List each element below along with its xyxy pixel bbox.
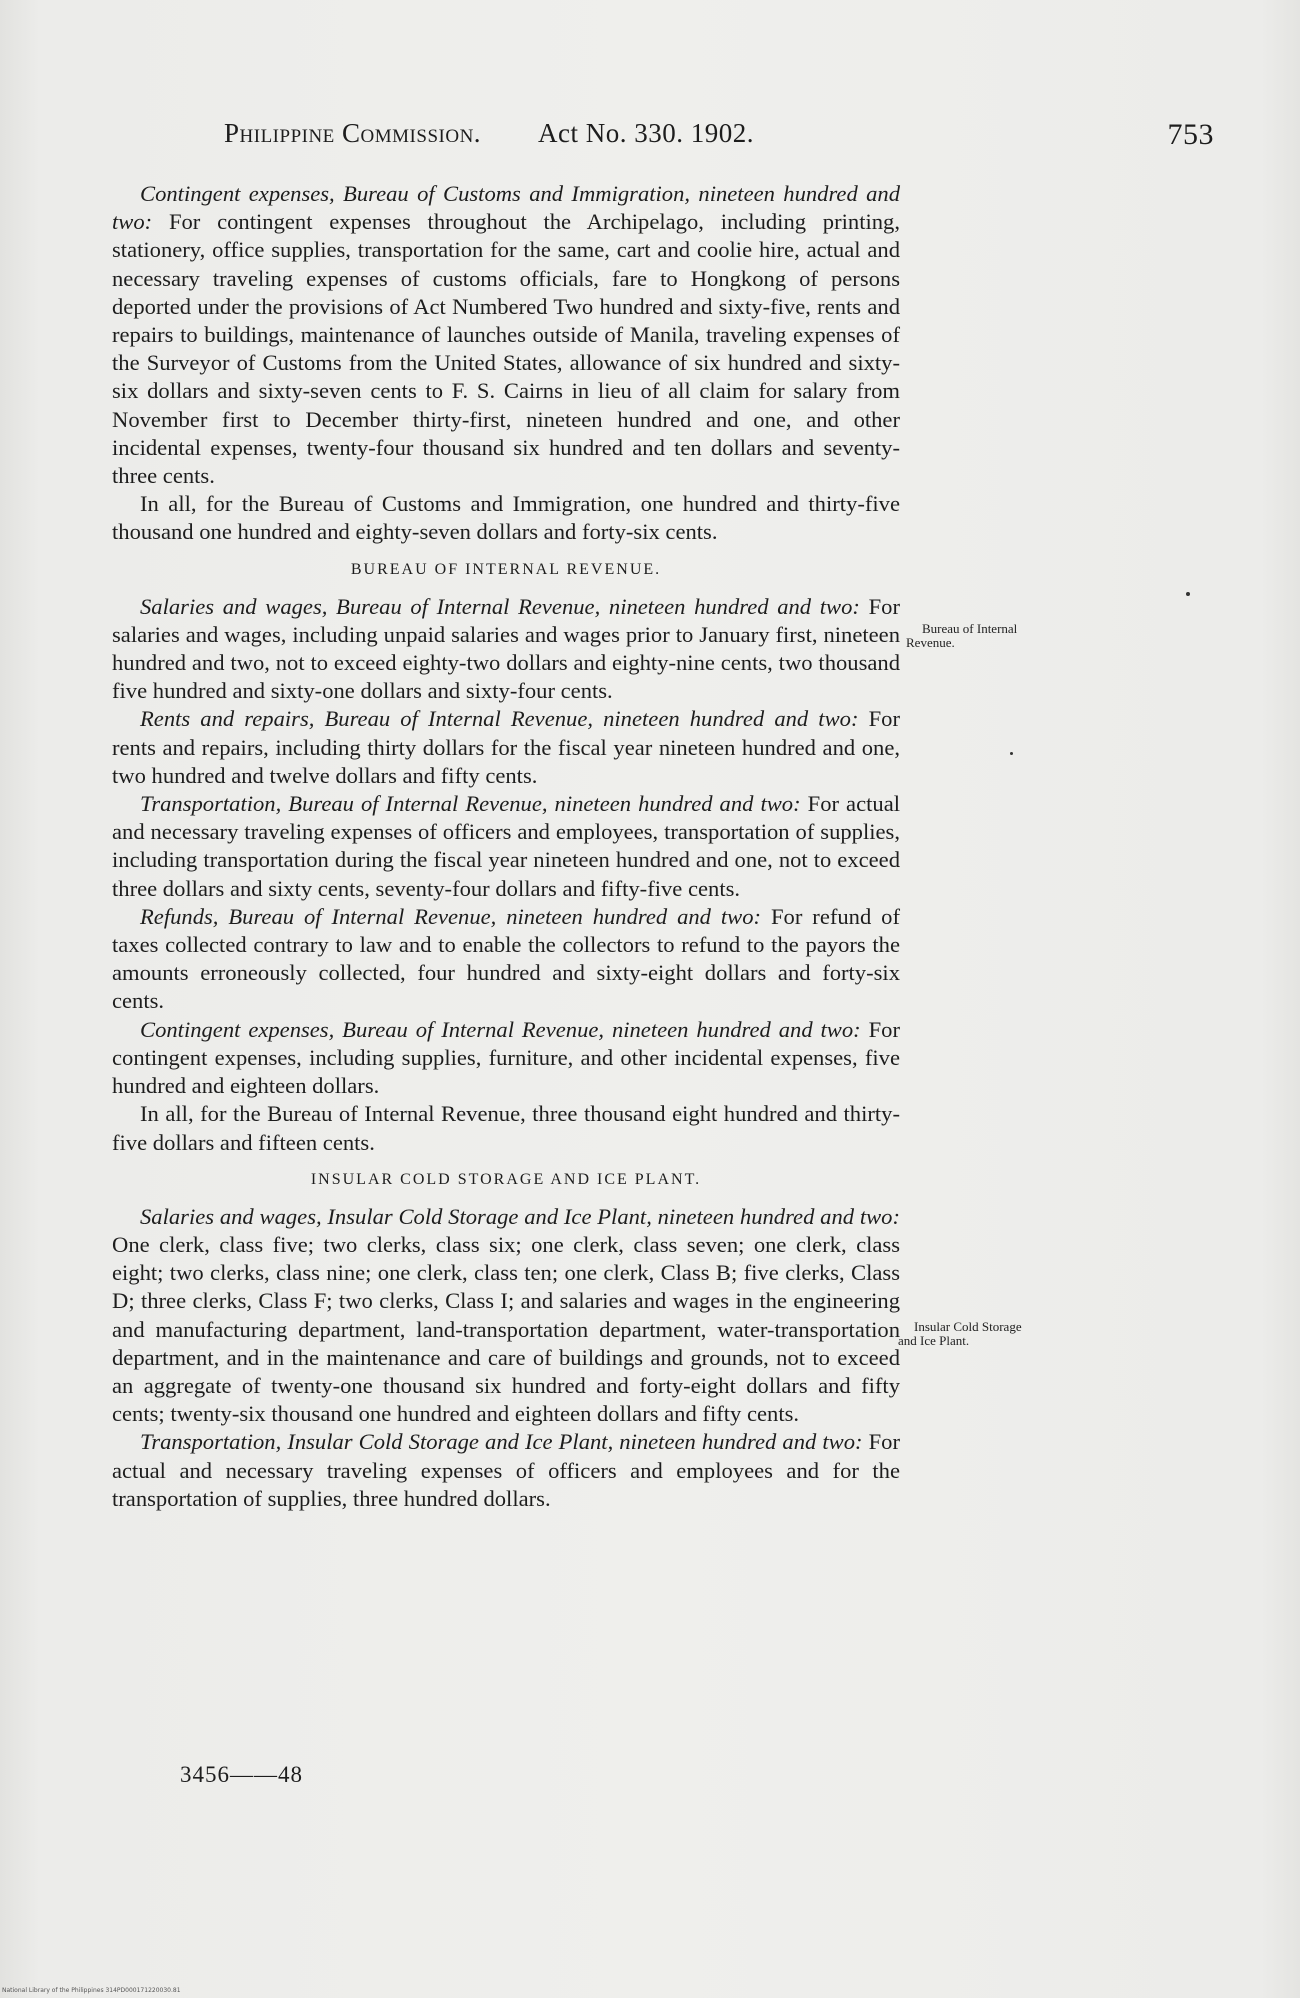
item-title: Contingent expenses, Bureau of Internal Revenue, nineteen hundred and two: [140, 1016, 861, 1042]
item-title: Refunds, Bureau of Internal Revenue, nineteen hundred and two: [140, 903, 762, 929]
sidenote-line: and Ice Plant. [898, 1333, 970, 1348]
paragraph-revenue-refunds [112, 903, 900, 1016]
paragraph-cold-storage-transportation [112, 1428, 900, 1513]
sidenote-line: Revenue. [906, 635, 955, 650]
item-title: Salaries and wages, Insular Cold Storage and Ice Plant, nineteen hundred and two: [140, 1203, 900, 1229]
item-title: Rents and repairs, Bureau of Internal Revenue, nineteen hundred and two: [140, 706, 859, 732]
main-text-column [112, 180, 900, 1513]
running-head: Philippine Commission. [224, 118, 482, 148]
section-heading-cold-storage: INSULAR COLD STORAGE AND ICE PLANT. [310, 1170, 702, 1188]
item-title: Transportation, Bureau of Internal Revenue, nineteen hundred and two: [140, 791, 801, 817]
sidenote-cold-storage [898, 1320, 1078, 1348]
item-text: For refund of taxes collected contrary to law and to enable the collectors to refund to the payors the amounts erroneously collected, four hundred and sixty-eight dollars and forty-six cents. [112, 903, 900, 1014]
print-speck [1010, 752, 1013, 755]
library-footer-mark: National Library of the Philippines 314PD000171220030.81 [2, 1987, 181, 1994]
paragraph-revenue-rents [112, 705, 900, 790]
item-text: For contingent expenses throughout the Archipelago, including printing, stationery, office supplies, transportation for the same, cart and coolie hire, actual and necessary traveling expenses of customs officials, fare to Hongkong of persons deported under the provisions of Act Numbered Two hundred and sixty-five, rents and repairs to buildings, maintenance of launches outside of Manila, traveling expenses of the Surveyor of Customs from the United States, allowance of six hundred and sixty-six dollars and sixty-seven cents to F. S. Cairns in lieu of all claim for salary from November first to December thirty-first, nineteen hundred and one, and other incidental expenses, twenty-four thousand six hundred and ten dollars and seventy-three cents. [112, 209, 900, 489]
paragraph-cold-storage-salaries [112, 1203, 900, 1429]
item-text: For rents and repairs, including thirty dollars for the fiscal year nineteen hundred and one, two hundred and twelve dollars and fifty cents. [112, 706, 900, 788]
sidenote-line: Bureau of Internal [922, 621, 1018, 636]
section-heading-internal-revenue: BUREAU OF INTERNAL REVENUE. [350, 560, 662, 578]
item-text: For salaries and wages, including unpaid salaries and wages prior to January first, nineteen hundred and two, not to exceed eighty-two dollars and eighty-nine cents, two thousand five hundred and sixty-one dollars and sixty-four cents. [112, 593, 900, 704]
paragraph-revenue-total: In all, for the Bureau of Internal Revenue, three thousand eight hundred and thirty-five dollars and fifteen cents. [112, 1101, 900, 1155]
paragraph-revenue-salaries [112, 593, 900, 706]
item-title: Contingent expenses, Bureau of Customs and Immigration, nineteen hundred and two: [112, 181, 900, 235]
item-text: For actual and necessary traveling expenses of officers and employees and for the transportation of supplies, three hundred dollars. [112, 1429, 900, 1511]
sidenote-line: Insular Cold Storage [914, 1319, 1022, 1334]
sidenote-internal-revenue [906, 622, 1086, 650]
item-title: Salaries and wages, Bureau of Internal Revenue, nineteen hundred and two: [140, 593, 860, 619]
paragraph-revenue-contingent [112, 1016, 900, 1101]
paragraph-customs-total: In all, for the Bureau of Customs and Immigration, one hundred and thirty-five thousand one hundred and eighty-seven dollars and forty-six cents. [112, 491, 900, 545]
print-speck [1186, 592, 1190, 596]
printer-signature-mark: 3456——48 [180, 1762, 303, 1787]
page-number: 753 [1167, 118, 1214, 151]
item-title: Transportation, Insular Cold Storage and Ice Plant, nineteen hundred and two: [140, 1429, 863, 1455]
item-text: One clerk, class five; two clerks, class six; one clerk, class seven; one clerk, class eight; two clerks, class nine; one clerk, class ten; one clerk, Class B; five clerks, Class D; three clerks, Class F; two clerks, Class I; and salaries and wages in the engineering and manufacturing department, land-transportation department, water-transportation department, and in the maintenance and care of buildings and grounds, not to exceed an aggregate of twenty-one thousand six hundred and forty-eight dollars and fifty cents; twenty-six thousand one hundred and eighteen dollars and fifty cents. [112, 1231, 900, 1427]
item-text: For actual and necessary traveling expenses of officers and employees, transportation of supplies, including transportation during the fiscal year nineteen hundred and one, not to exceed three dollars and sixty cents, seventy-four dollars and fifty-five cents. [112, 791, 900, 901]
page-header [224, 118, 1214, 154]
paragraph-customs-contingent [112, 180, 900, 490]
paragraph-revenue-transportation [112, 790, 900, 903]
item-text: For contingent expenses, including supplies, furniture, and other incidental expenses, five hundred and eighteen dollars. [112, 1016, 900, 1099]
act-title: Act No. 330. 1902. [538, 118, 754, 148]
